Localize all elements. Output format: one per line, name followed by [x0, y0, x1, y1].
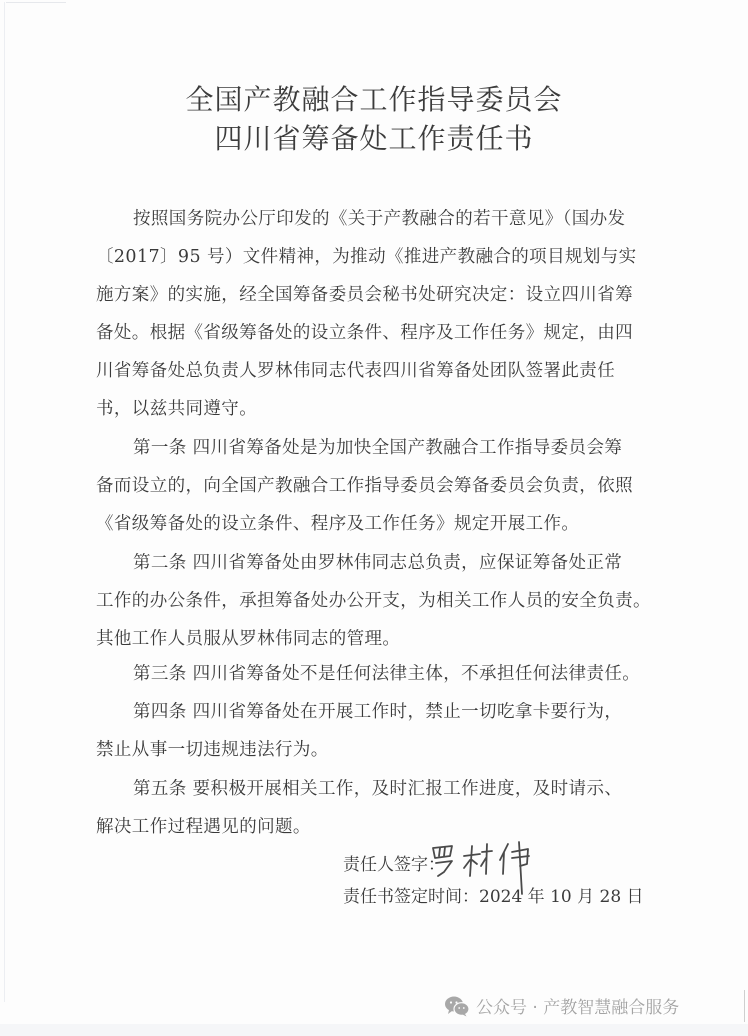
paragraph-1-line-6: 书，以兹共同遵守。 [96, 399, 258, 419]
signature-label: 责任人签字： [343, 855, 445, 875]
article-3-line-1: 第三条 四川省筹备处不是任何法律主体，不承担任何法律责任。 [133, 664, 641, 684]
footer-bar [0, 1024, 748, 1036]
article-4-line-2: 禁止从事一切违规违法行为。 [96, 740, 329, 760]
wechat-watermark [444, 993, 679, 1018]
article-5-line-2: 解决工作过程遇见的问题。 [96, 817, 311, 837]
paragraph-1-line-4: 备处。根据《省级筹备处的设立条件、程序及工作任务》规定，由四 [96, 323, 633, 343]
article-2-line-3: 其他工作人员服从罗林伟同志的管理。 [96, 629, 401, 649]
date-label: 责任书签定时间： [343, 887, 479, 907]
article-5-line-1: 第五条 要积极开展相关工作，及时汇报工作进度，及时请示、 [133, 779, 623, 799]
scan-edge-top [6, 2, 66, 3]
article-2-line-2: 工作的办公条件，承担筹备处办公开支，为相关工作人员的安全负责。 [96, 591, 651, 611]
article-1-line-3: 《省级筹备处的设立条件、程序及工作任务》规定开展工作。 [96, 514, 580, 534]
document-title-line-1: 全国产教融合工作指导委员会 [185, 83, 563, 116]
paragraph-1-line-5: 川省筹备处总负责人罗林伟同志代表四川省筹备处团队签署此责任 [96, 361, 616, 381]
article-1-line-1: 第一条 四川省筹备处是为加快全国产教融合工作指导委员会筹 [133, 438, 623, 458]
document-title-line-2: 四川省筹备处工作责任书 [214, 122, 534, 155]
article-4-line-1: 第四条 四川省筹备处在开展工作时，禁止一切吃拿卡要行为， [133, 702, 623, 722]
paragraph-1-line-3: 施方案》的实施，经全国筹备委员会秘书处研究决定：设立四川省筹 [96, 285, 633, 305]
paragraph-1-line-2: 〔2017〕95 号）文件精神，为推动《推进产教融合的项目规划与实 [96, 247, 637, 267]
article-1-line-2: 备而设立的，向全国产教融合工作指导委员会筹备委员会负责，依照 [96, 476, 633, 496]
watermark-text: 公众号 · 产教智慧融合服务 [476, 998, 680, 1018]
scan-edge-right [744, 990, 745, 1022]
wechat-icon [444, 995, 470, 1017]
paragraph-1-line-1: 按照国务院办公厅印发的《关于产教融合的若干意见》（国办发 [133, 209, 626, 229]
article-2-line-1: 第二条 四川省筹备处由罗林伟同志总负责，应保证筹备处正常 [133, 553, 623, 573]
date-value: 2024 年 10 月 28 日 [479, 887, 644, 907]
